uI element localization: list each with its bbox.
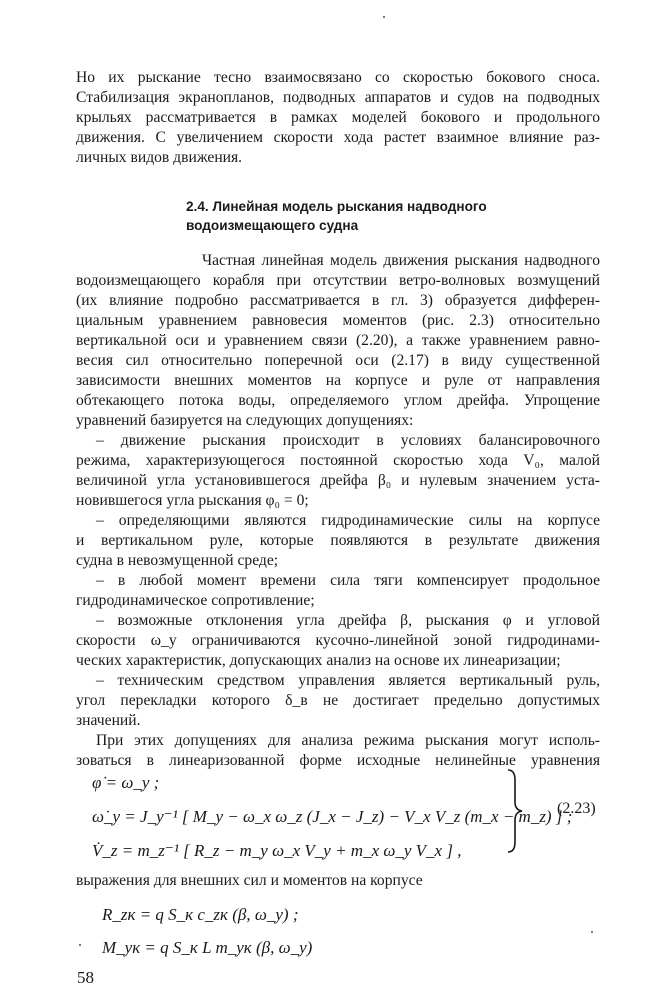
text-line: обтекающего потока воды, определяемого углом дрейфа. Упрощение [76,392,600,409]
text-line: При этих допущениях для анализа режима рыскания могут исполь- [96,732,600,749]
text-line: ческих характеристик, допускающих анализ на основе их линеаризации; [76,652,561,669]
text-line: гидродинамическое сопротивление; [76,592,315,609]
text-line: уравнений базируется на следующих допущениях: [76,412,414,429]
text-line: новившегося угла рыскания φ₀ = 0; [76,492,309,509]
text-line: вертикальной оси и уравнением связи (2.20), а также уравнением равно- [76,332,600,349]
scan-speck [383,16,385,18]
text-line: скорости ω_y ограничиваются кусочно-линейной зоной гидродинами- [76,632,600,649]
text-line: судна в невозмущенной среде; [76,552,279,569]
text-line: весия сил относительно поперечной оси (2.17) в виду существенной [76,352,600,369]
equation-3: V̇_z = m_z⁻¹ [ R_z − m_y ω_x V_y + m_x ω_y V_x ] , [92,841,462,860]
text-line: – движение рыскания происходит в условиях балансировочного [96,432,600,449]
after-equation-text [76,871,600,891]
equation-5: M_yк = q S_к L m_yк (β, ω_y) [102,938,313,957]
text-line: крыльях рассматривается в рамках моделей бокового и продольного [76,109,600,126]
text-line: – в любой момент времени сила тяги компенсирует продольное [96,572,600,589]
text-line: движения. С увеличением скорости хода растет взаимное влияние раз- [76,129,600,146]
equation-number: (2.23) [557,800,596,817]
body-paragraph-3 [76,511,600,571]
text-line: зависимости внешних моментов на корпусе и руле от направления [76,372,600,389]
text-line: Частная линейная модель движения рыскания надводного [202,252,600,269]
scan-speck [591,931,593,933]
body-paragraph-4 [76,571,600,611]
page-number: 58 [77,968,94,987]
scan-speck [79,944,81,946]
equation-1: φ̇ = ω_y ; [92,773,160,792]
text-line: выражения для внешних сил и моментов на корпусе [76,872,423,889]
body-paragraph-5 [76,611,600,671]
text-line: Но их рыскание тесно взаимосвязано со скоростью бокового сноса. [76,69,600,86]
text-line: и вертикальном руле, которые появляются в результате движения [76,532,600,549]
right-brace-icon [505,768,525,854]
section-title-line2: водоизмещающего судна [186,218,359,233]
body-paragraph-6 [76,671,600,731]
text-line: режима, характеризующегося постоянной скоростью хода V₀, малой [76,452,600,469]
text-line: – определяющими являются гидродинамические силы на корпусе [96,512,600,529]
text-line: личных видов движения. [76,149,243,166]
text-line: водоизмещающего корабля при отсутствии ветро-волновых возмущений [76,272,600,289]
text-line: (их влияние подробно рассматривается в гл. 3) образуется дифферен- [76,292,600,309]
section-title-line1: 2.4. Линейная модель рыскания надводного [186,199,487,214]
body-paragraph-7 [76,731,600,771]
body-paragraph-2 [76,431,600,511]
text-line: – возможные отклонения угла дрейфа β, рыскания φ и угловой [96,612,600,629]
text-line: угол перекладки которого δ_в не достигает предельно допустимых [76,692,600,709]
text-line: – техническим средством управления является вертикальный руль, [96,672,600,689]
body-paragraph-1 [76,251,600,431]
text-line: величиной угла установившегося дрейфа β₀ и нулевым значением уста- [76,472,600,489]
equation-2: ω̇_y = J_y⁻¹ [ M_y − ω_x ω_z (J_x − J_z) − V_x V_z (m_x − m_z) ] ; [92,807,573,826]
text-line: зоваться в линеаризованной форме исходные нелинейные уравнения [76,752,600,769]
text-line: значений. [76,712,141,729]
text-line: Стабилизация экранопланов, подводных аппаратов и судов на подводных [76,89,600,106]
text-line: циальным уравнением равновесия моментов (рис. 2.3) относительно [76,312,600,329]
intro-paragraph [76,68,600,168]
equation-4: R_zк = q S_к c_zк (β, ω_y) ; [102,905,299,924]
section-heading [186,197,586,235]
